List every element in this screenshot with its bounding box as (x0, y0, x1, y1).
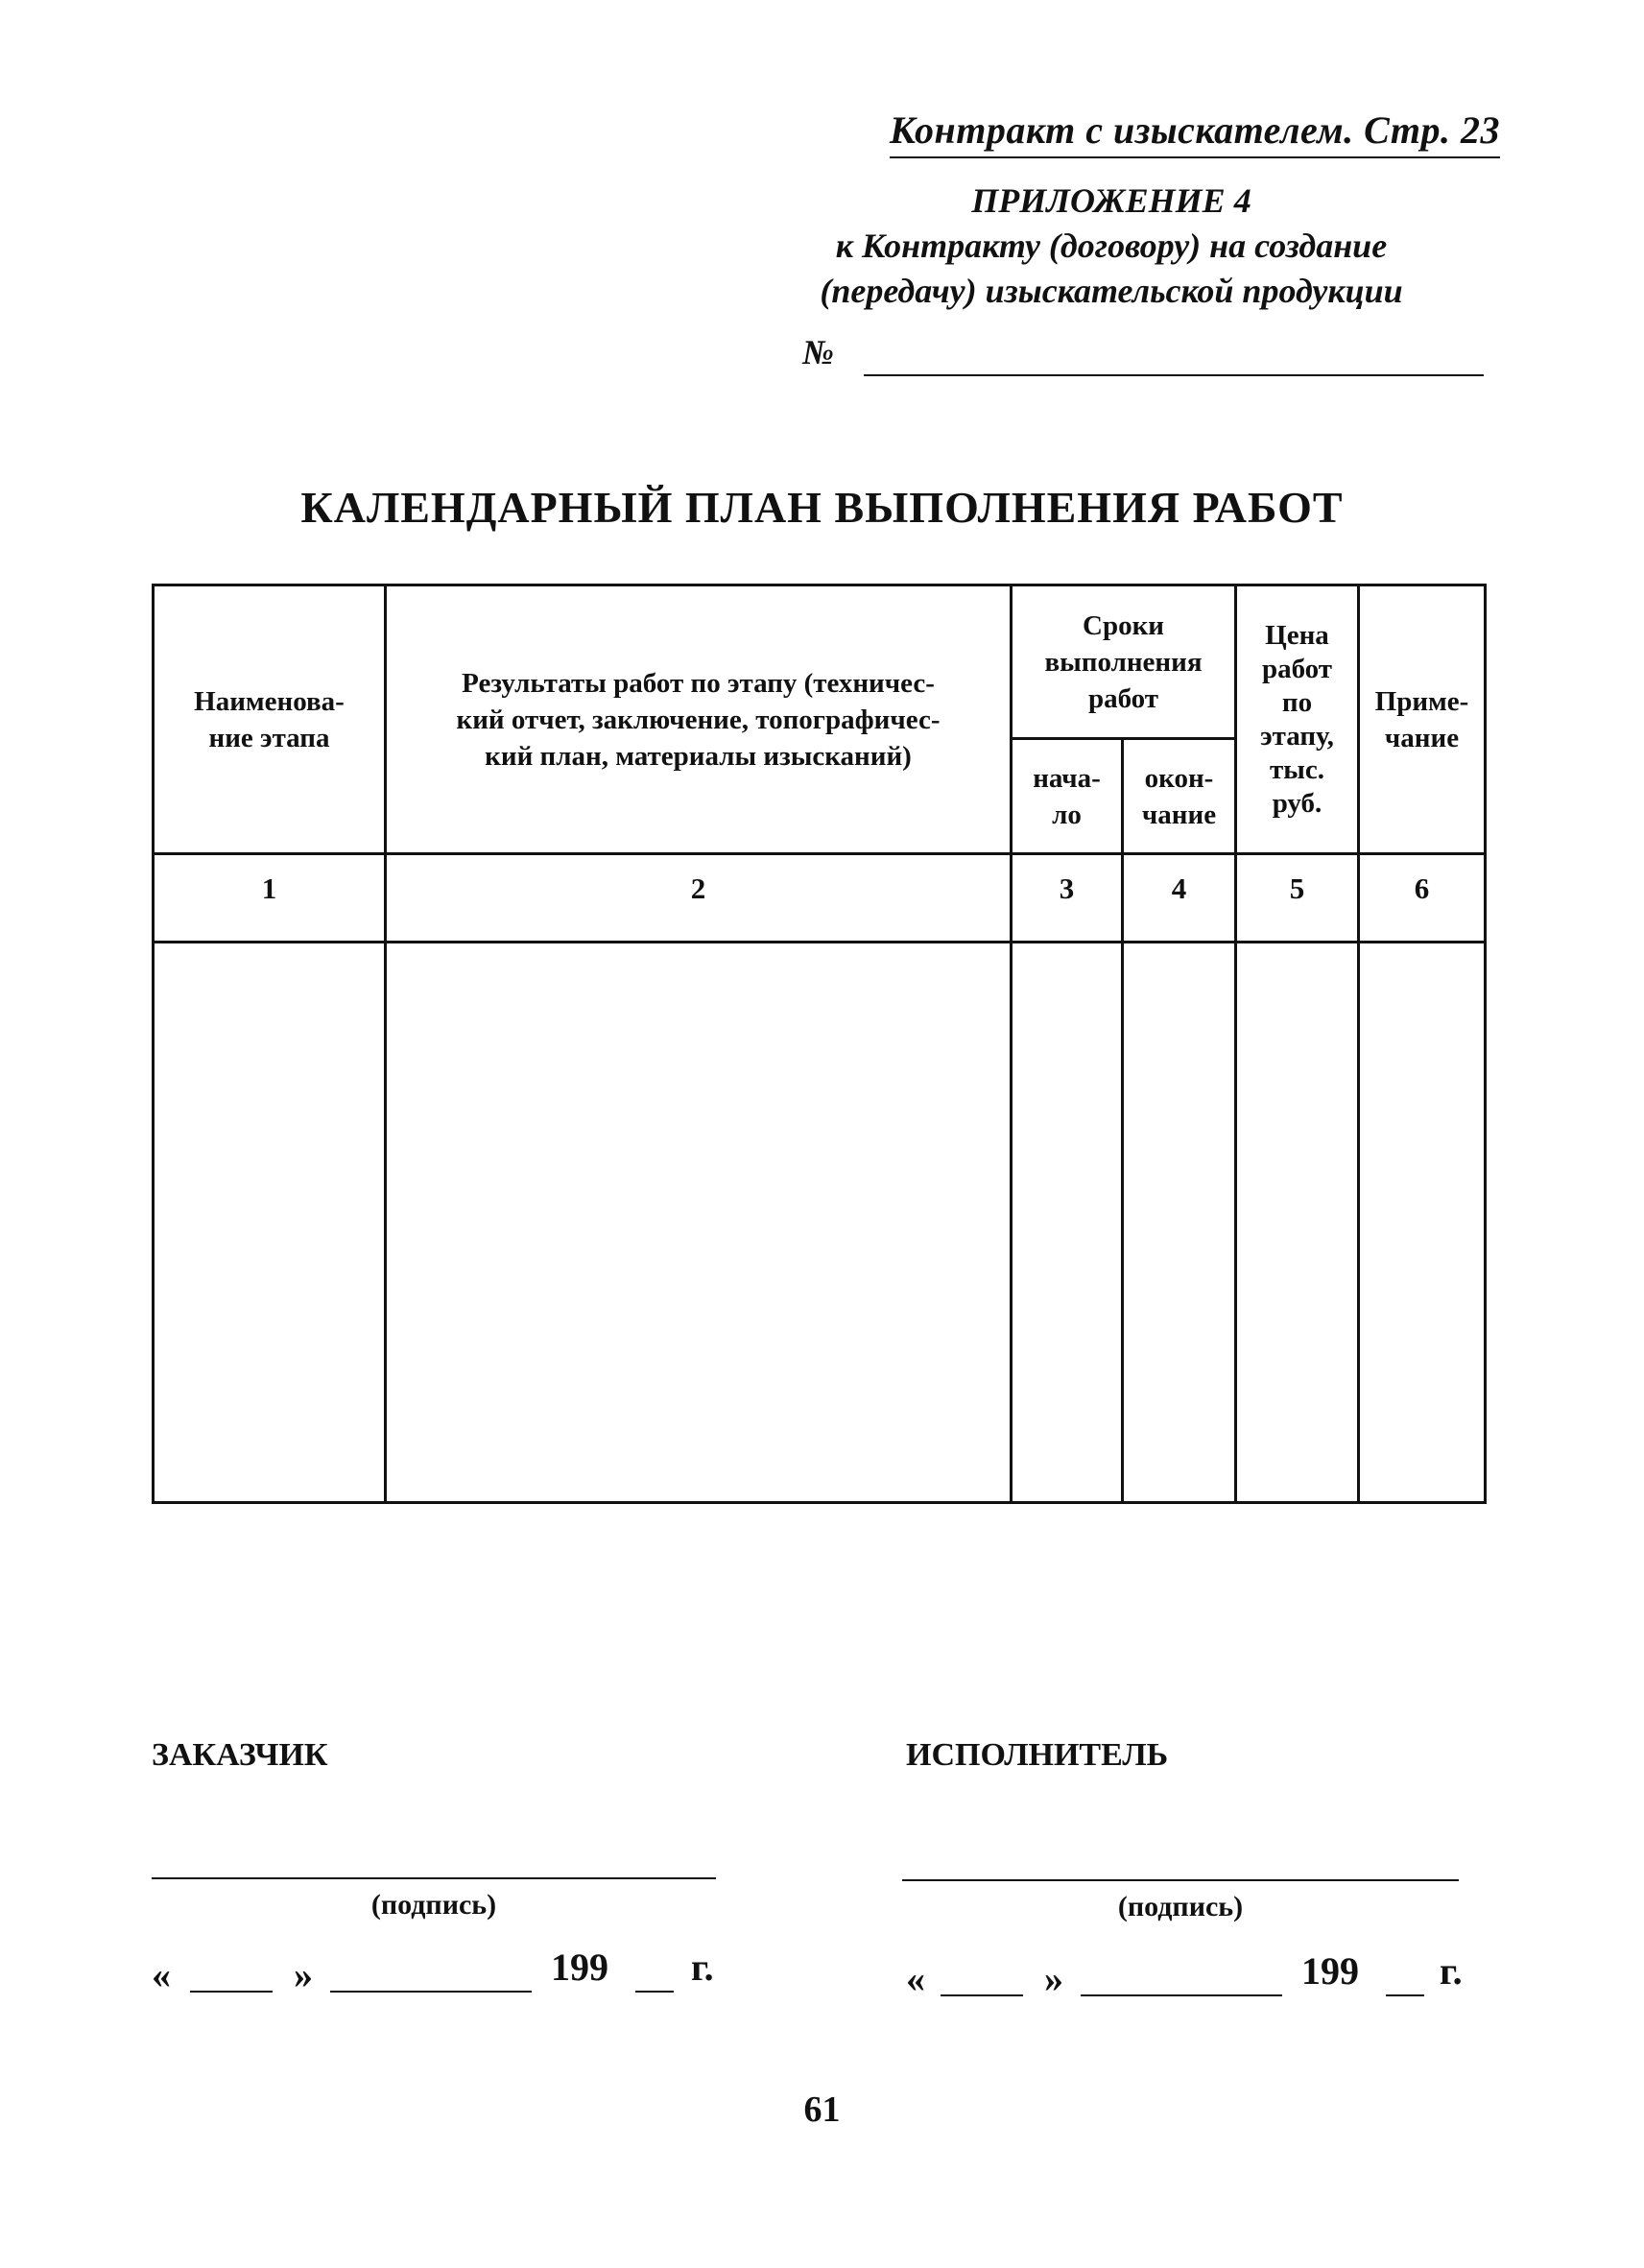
contractor-year-blank[interactable] (1386, 1994, 1424, 1996)
contractor-year: 199 (1301, 1949, 1359, 1993)
contract-number-blank[interactable] (864, 374, 1484, 376)
appendix-line-3: (передачу) изыскательской продукции (820, 272, 1403, 310)
column-number-4: 4 (1123, 854, 1236, 943)
cell-stage-name[interactable] (154, 943, 386, 1503)
header-start: нача- ло (1012, 739, 1123, 854)
header-end: окон- чание (1123, 739, 1236, 854)
cell-results[interactable] (386, 943, 1012, 1503)
customer-date-row (152, 1945, 727, 2002)
cell-start[interactable] (1012, 943, 1123, 1503)
contractor-open-quote: « (906, 1957, 925, 2000)
contractor-year-suffix: г. (1440, 1949, 1463, 1993)
customer-open-quote: « (152, 1953, 171, 1996)
customer-year-blank[interactable] (635, 1991, 674, 1993)
customer-year: 199 (551, 1946, 608, 1989)
cell-price[interactable] (1236, 943, 1359, 1503)
column-number-1: 1 (154, 854, 386, 943)
contract-number-line (802, 328, 1484, 380)
customer-signature-line[interactable] (152, 1877, 716, 1879)
column-number-6: 6 (1359, 854, 1486, 943)
appendix-title: ПРИЛОЖЕНИЕ 4 (971, 181, 1251, 220)
contractor-day-blank[interactable] (941, 1994, 1023, 1996)
document-title: КАЛЕНДАРНЫЙ ПЛАН ВЫПОЛНЕНИЯ РАБОТ (300, 483, 1344, 532)
appendix-block (747, 179, 1476, 314)
cell-note[interactable] (1359, 943, 1486, 1503)
customer-label: ЗАКАЗЧИК (152, 1737, 328, 1773)
customer-close-quote: » (294, 1953, 313, 1996)
contractor-signature-line[interactable] (902, 1879, 1459, 1881)
contractor-label: ИСПОЛНИТЕЛЬ (906, 1737, 1169, 1773)
customer-month-blank[interactable] (330, 1991, 532, 1993)
contractor-month-blank[interactable] (1081, 1994, 1282, 1996)
cell-end[interactable] (1123, 943, 1236, 1503)
column-number-3: 3 (1012, 854, 1123, 943)
appendix-line-2: к Контракту (договору) на создание (835, 227, 1388, 265)
header-results: Результаты работ по этапу (техничес- кий отчет, заключение, топографичес- кий план, материалы изысканий) (386, 585, 1012, 854)
calendar-plan-table (152, 584, 1487, 1504)
header-stage-name: Наименова- ние этапа (154, 585, 386, 854)
contractor-close-quote: » (1044, 1957, 1063, 2000)
header-price: Цена работ по этапу, тыс. руб. (1236, 585, 1359, 854)
column-number-5: 5 (1236, 854, 1359, 943)
contractor-date-row (906, 1948, 1482, 2006)
header-note: Приме- чание (1359, 585, 1486, 854)
customer-signature-caption: (подпись) (370, 1889, 497, 1921)
contractor-signature-caption: (подпись) (1117, 1891, 1244, 1922)
customer-year-suffix: г. (691, 1946, 714, 1989)
number-sign: № (802, 333, 834, 371)
header-terms: Сроки выполнения работ (1012, 585, 1236, 739)
running-head: Контракт с изыскателем. Стр. 23 (890, 107, 1500, 158)
column-number-2: 2 (386, 854, 1012, 943)
page-number: 61 (803, 2089, 841, 2130)
customer-day-blank[interactable] (190, 1991, 273, 1993)
